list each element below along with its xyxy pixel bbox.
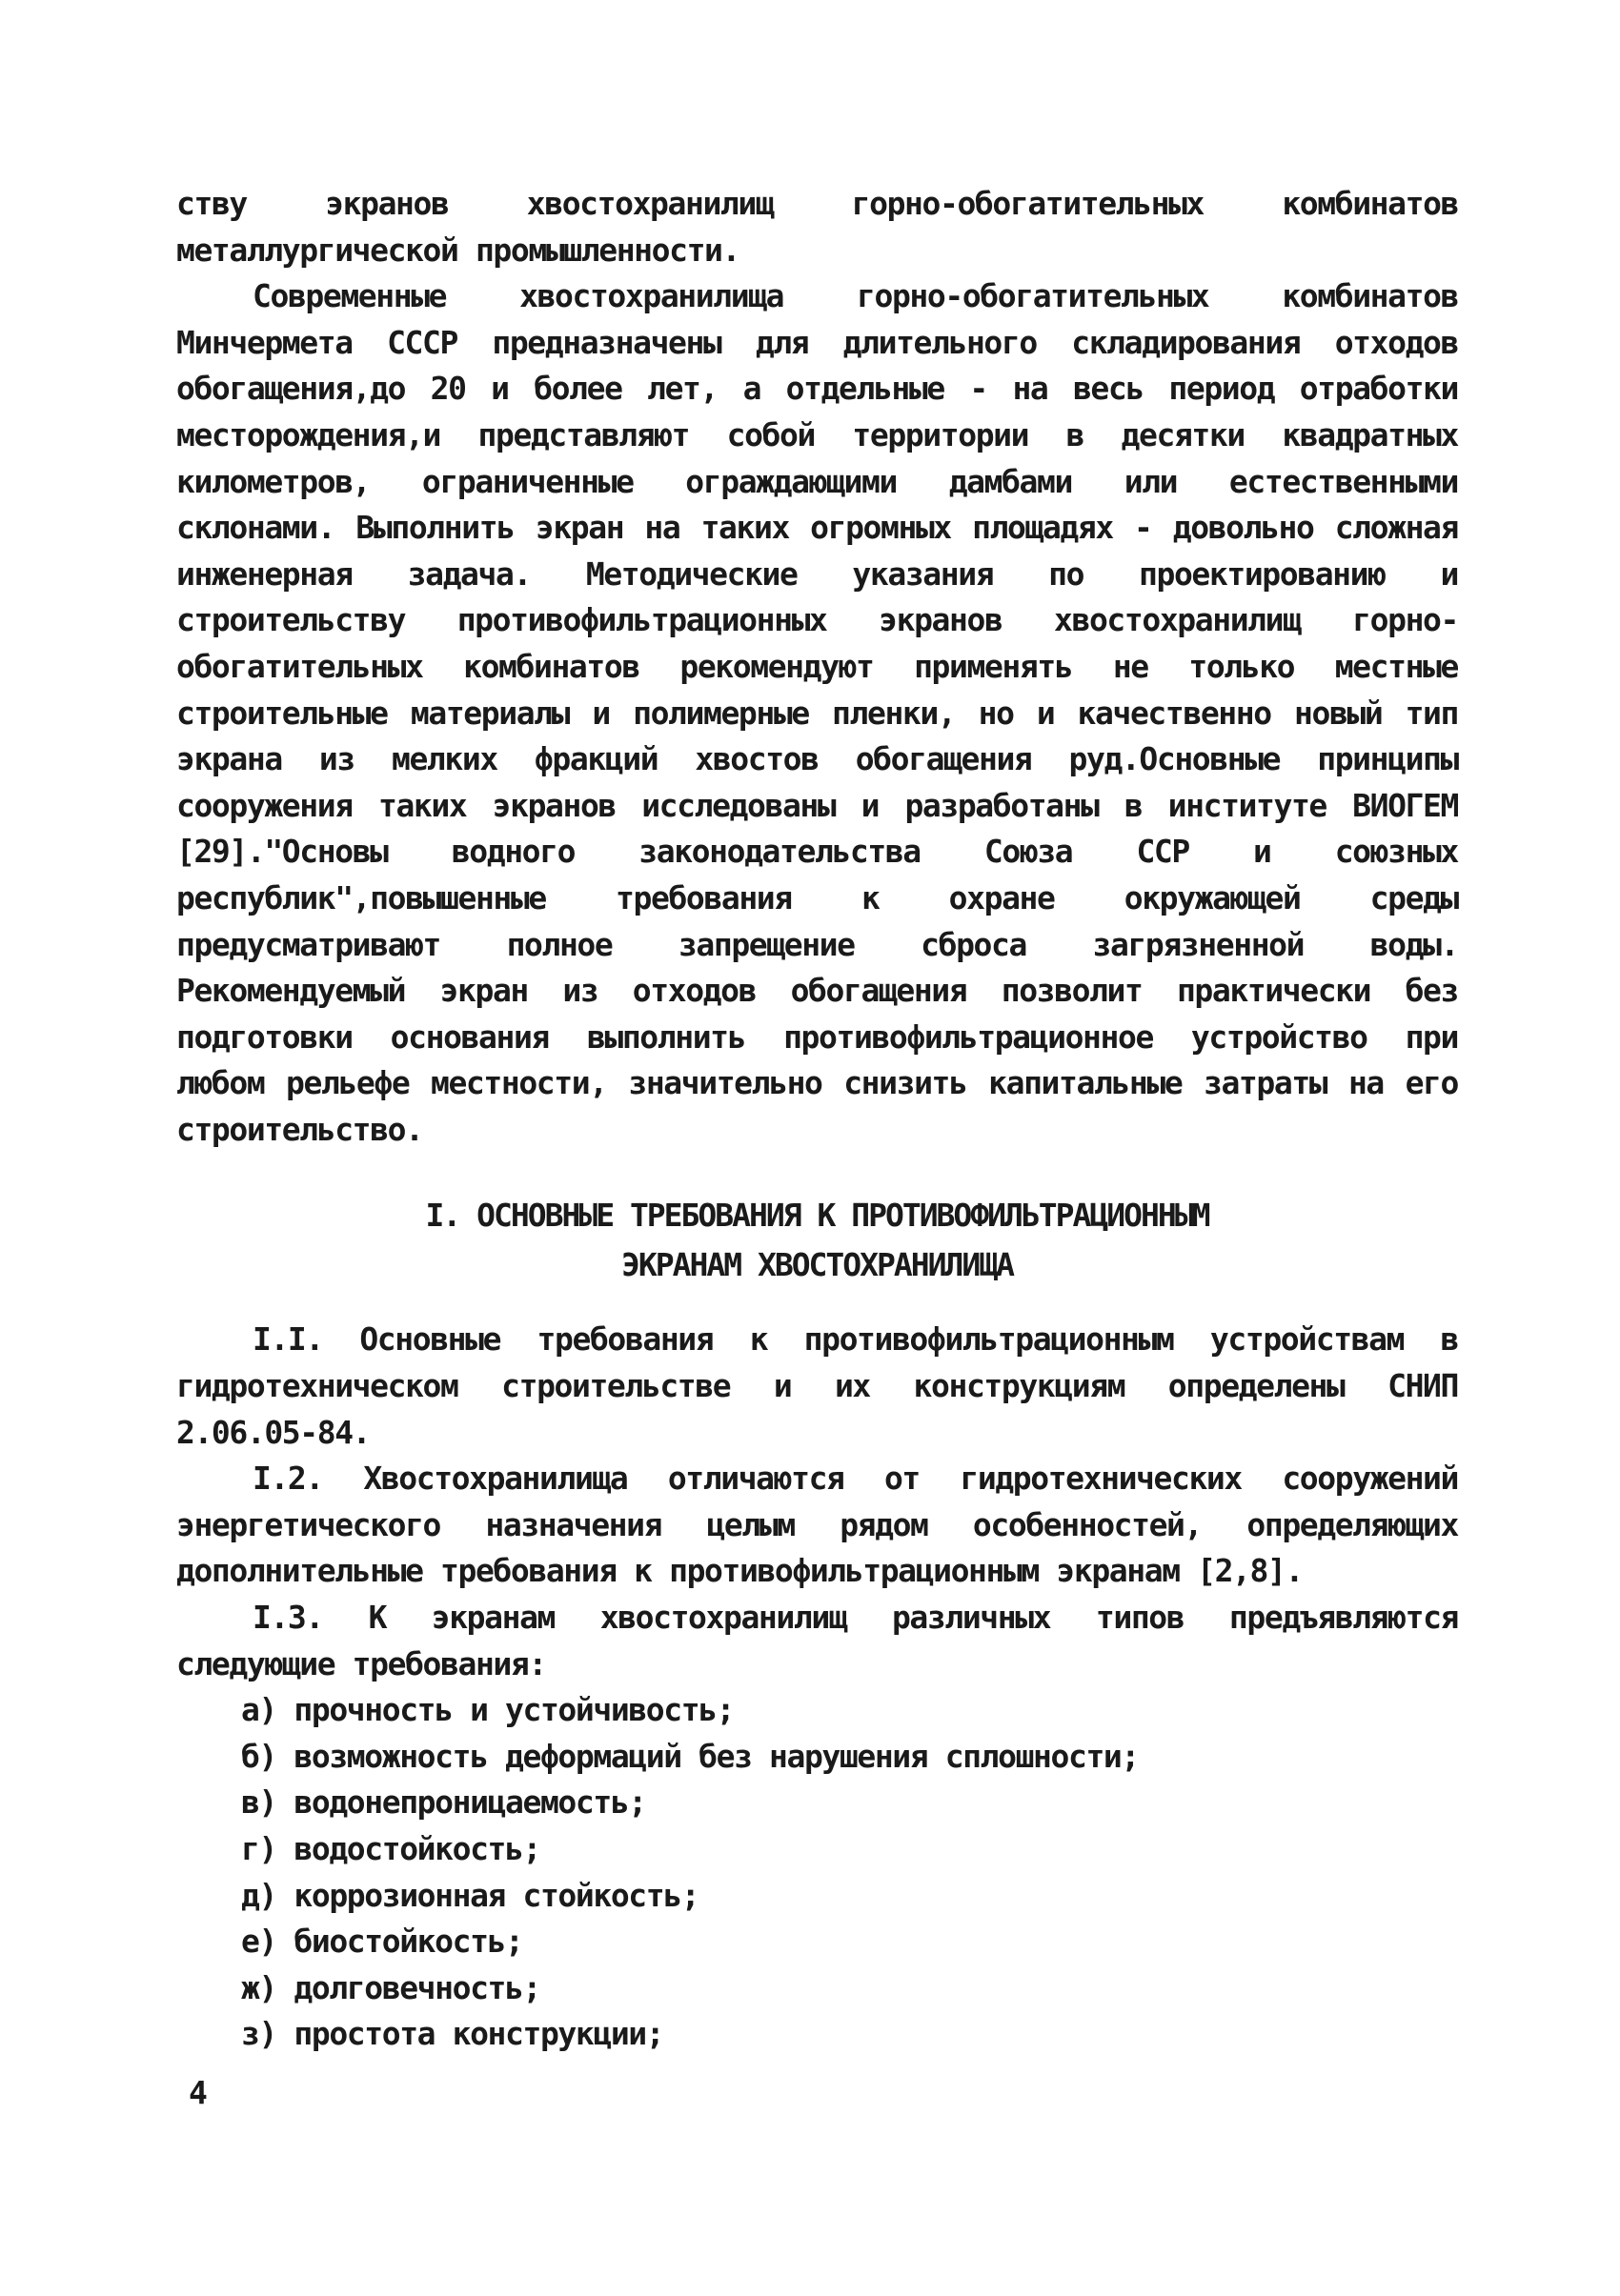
intro-paragraph: Современные хвостохранилища горно-обогатительных комбинатов Минчермета СССР предназначены для длительного складирования отходов обогащения,до 20 и более лет, а отдельные - на весь период отработки месторождения,и представляют собой территории в десятки квадратных километров, ограниченные ограждающими дамбами или естественными склонами. Выполнить экран на таких огромных площадях - довольно сложная инженерная задача. Методические указания по проектированию и строительству противофильтрационных экранов хвостохранилищ горно-обогатительных комбинатов рекомендуют применять не только местные строительные материалы и полимерные пленки, но и качественно новый тип экрана из мелких фракций хвостов обогащения руд.Основные принципы сооружения таких экранов исследованы и разработаны в институте ВИОГЕМ [29]."Основы водного законодательства Союза ССР и союзных республик",повышенные требования к охране окружающей среды предусматривают полное запрещение сброса загрязненной воды. Рекомендуемый экран из отходов обогащения позволит практически без подготовки основания выполнить противофильтрационное устройство при любом рельефе местности, значительно снизить капитальные затраты на его строительство. (176, 277, 1458, 1148)
section-heading (176, 1191, 1458, 1290)
list-item: з) простота конструкции; (241, 2015, 664, 2053)
clause-1-3: I.3. К экранам хвостохранилищ различных типов предъявляются следующие требования: (176, 1599, 1458, 1682)
clause-1-1: I.I. Основные требования к противофильтрационным устройствам в гидротехническом строительстве и их конструкциям определены СНИП 2.06.05-84. (176, 1320, 1458, 1451)
list-item: е) биостойкость; (241, 1923, 523, 1961)
section-title-line-2: ЭКРАНАМ ХВОСТОХРАНИЛИЩА (621, 1246, 1013, 1284)
list-item: б) возможность деформаций без нарушения сплошности; (241, 1737, 1139, 1775)
list-item: а) прочность и устойчивость; (241, 1691, 735, 1729)
requirements-list (176, 1687, 1458, 2058)
intro-continuation: ству экранов хвостохранилищ горно-обогатительных комбинатов металлургической промышленности. (176, 185, 1458, 269)
list-item: ж) долговечность; (241, 1968, 540, 2006)
page-number: 4 (189, 2074, 208, 2111)
document-page (176, 181, 1458, 2058)
section-title-line-1: I. ОСНОВНЫЕ ТРЕБОВАНИЯ К ПРОТИВОФИЛЬТРАЦИОННЫМ (425, 1197, 1209, 1235)
clause-1-2: I.2. Хвостохранилища отличаются от гидротехнических сооружений энергетического назначения целым рядом особенностей, определяющих дополнительные требования к противофильтрационным экранам [2,8]. (176, 1460, 1458, 1590)
list-item: д) коррозионная стойкость; (241, 1876, 699, 1914)
list-item: г) водостойкость; (241, 1830, 540, 1867)
list-item: в) водонепроницаемость; (241, 1783, 646, 1822)
